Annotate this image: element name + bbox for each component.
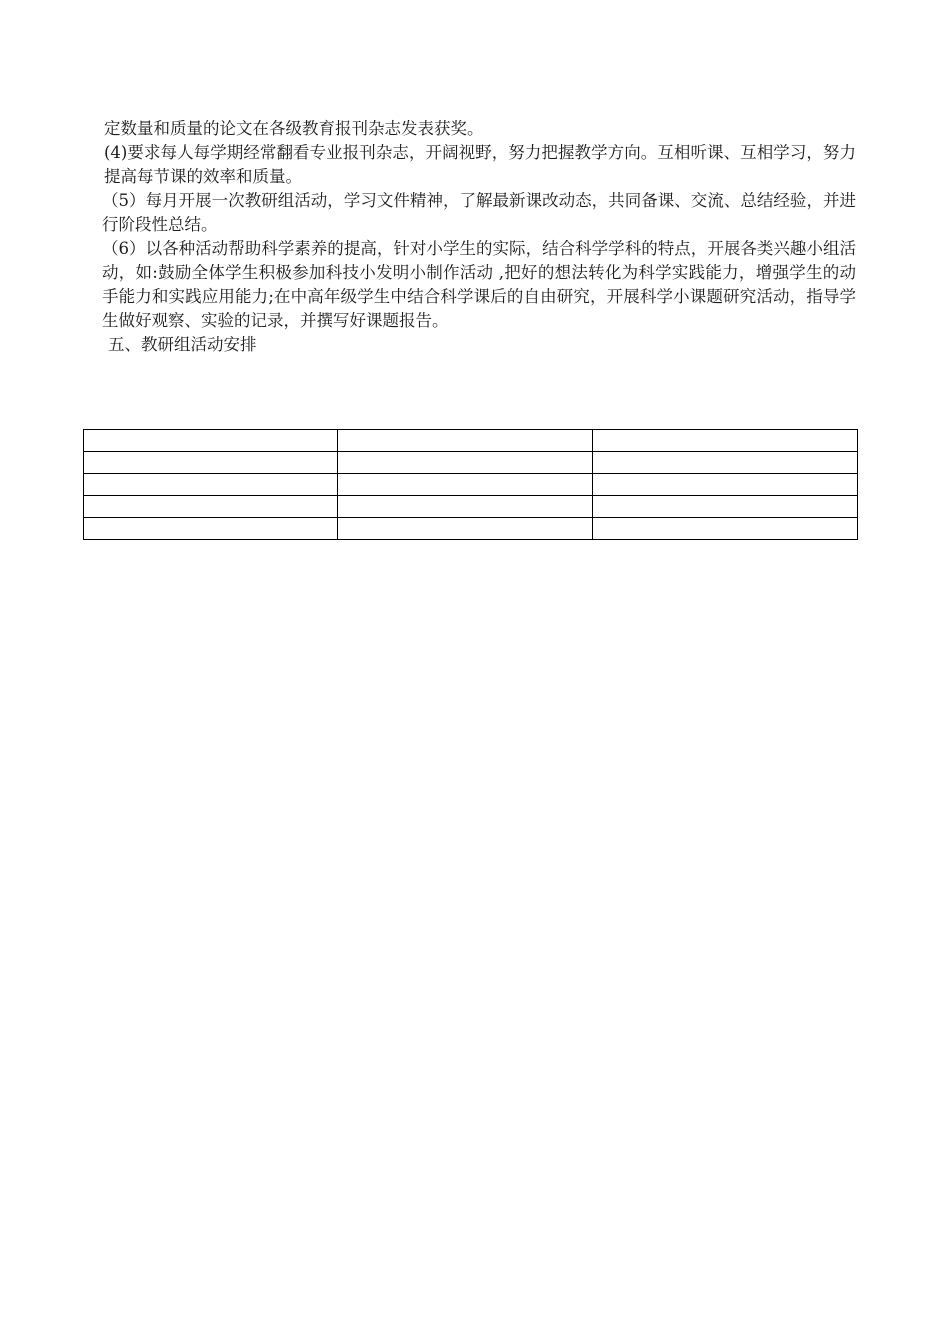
- table-row: [84, 518, 858, 540]
- paragraph-continuation: 定数量和质量的论文在各级教育报刊杂志发表获奖。: [104, 119, 484, 138]
- table-cell: [84, 474, 338, 496]
- table-row: [84, 430, 858, 452]
- table-cell: [593, 430, 858, 452]
- table-cell: [84, 452, 338, 474]
- table-cell: [84, 430, 338, 452]
- activity-schedule-table: [83, 429, 858, 540]
- section-heading: 五、教研组活动安排: [108, 335, 257, 354]
- table-cell: [338, 430, 593, 452]
- table-cell: [84, 496, 338, 518]
- table-row: [84, 452, 858, 474]
- table-cell: [593, 496, 858, 518]
- paragraph-item-4: (4)要求每人每学期经常翻看专业报刊杂志，开阔视野，努力把握教学方向。互相听课、互相学习，努力提高每节课的效率和质量。: [104, 143, 856, 186]
- table-cell: [338, 474, 593, 496]
- table-cell: [338, 452, 593, 474]
- paragraph-item-5: （5）每月开展一次教研组活动，学习文件精神，了解最新课改动态，共同备课、交流、总结经验，并进行阶段性总结。: [102, 191, 856, 234]
- table-cell: [593, 474, 858, 496]
- document-body: [104, 117, 856, 357]
- table-row: [84, 496, 858, 518]
- table-cell: [84, 518, 338, 540]
- table-cell: [338, 518, 593, 540]
- table-cell: [593, 452, 858, 474]
- table-cell: [338, 496, 593, 518]
- table-row: [84, 474, 858, 496]
- paragraph-item-6: （6）以各种活动帮助科学素养的提高，针对小学生的实际，结合科学学科的特点，开展各类兴趣小组活动，如:鼓励全体学生积极参加科技小发明小制作活动 ,把好的想法转化为科学实践能力，增强学生的动手能力和实践应用能力;在中高年级学生中结合科学课后的自由研究，开展科学小课题研究活动，指导学生做好观察、实验的记录，并撰写好课题报告。: [102, 239, 856, 330]
- table-cell: [593, 518, 858, 540]
